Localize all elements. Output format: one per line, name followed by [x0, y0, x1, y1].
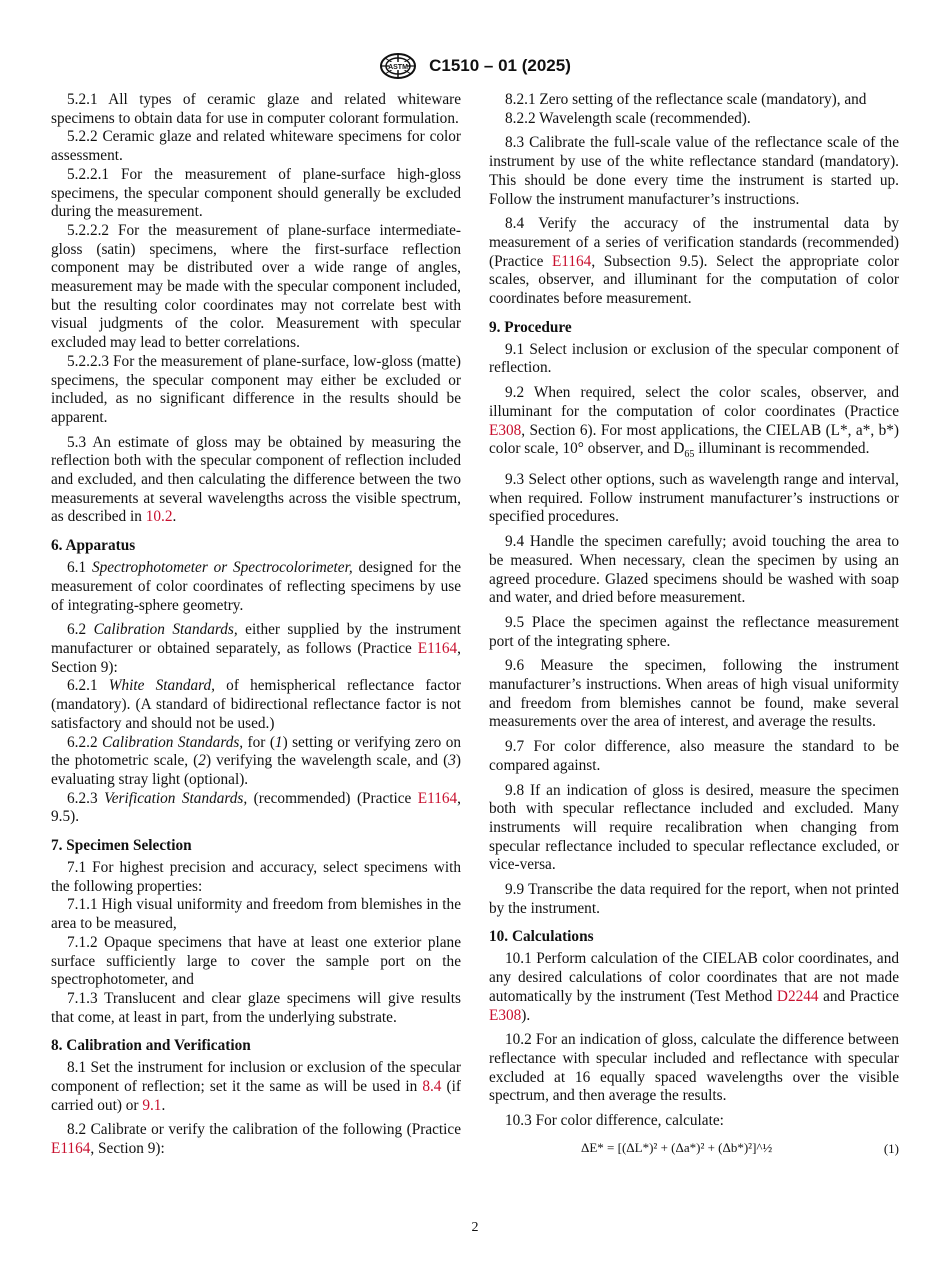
para-7-1-1: 7.1.1 High visual uniformity and freedom from blemishes in the area to be measured,: [51, 896, 461, 933]
link-e1164[interactable]: E1164: [551, 252, 592, 270]
para-5-3: 5.3 An estimate of gloss may be obtained by measuring the reflection both with the specular component of reflection included and excluded, and then calculating the difference between the two measurements at several wavelengths across the visible spectrum, as described in 10.2.: [51, 433, 461, 526]
heading-calibration: 8. Calibration and Verification: [51, 1037, 251, 1055]
para-5-2-2-3: 5.2.2.3 For the measurement of plane-surface, low-gloss (matte) specimens, the specular component may either be excluded or included, as no significant difference in the results should be apparent.: [51, 352, 461, 426]
link-e308[interactable]: E308: [489, 421, 522, 439]
para-7-1-2: 7.1.2 Opaque specimens that have at least one exterior plane surface sufficiently large to cover the sample port on the spectrophotometer, and: [51, 933, 461, 989]
heading-specimen-selection: 7. Specimen Selection: [51, 837, 192, 855]
heading-procedure: 9. Procedure: [489, 318, 572, 336]
link-e308[interactable]: E308: [489, 1006, 522, 1024]
para-5-2-2: 5.2.2 Ceramic glaze and related whiteware specimens for color assessment.: [51, 128, 461, 165]
para-6-1: 6.1 Spectrophotometer or Spectrocolorimeter, designed for the measurement of color coordinates of reflecting specimens by use of integrating-sphere geometry.: [51, 559, 461, 614]
right-column: [489, 91, 899, 1161]
para-6-2-1: 6.2.1 White Standard, of hemispherical reflectance factor (mandatory). (A standard of bidirectional reflectance factor is not satisfactory and should not be used.): [51, 677, 462, 732]
para-9-1: 9.1 Select inclusion or exclusion of the specular component of reflection.: [489, 340, 899, 377]
para-9-5: 9.5 Place the specimen against the reflectance measurement port of the integrating sphere.: [489, 613, 899, 650]
para-5-2-2-2: 5.2.2.2 For the measurement of plane-surface intermediate-gloss (satin) specimens, where the first-surface reflection component may be distributed over a wide range of angles, measurement may be made with the specular component included, but the resulting color coordinates may not correlate best with visual judgments of the color. Measurement with specular excluded may lead to better correlations.: [51, 221, 461, 352]
para-5-2-2-1: 5.2.2.1 For the measurement of plane-surface high-gloss specimens, the specular component should generally be excluded during the measurement.: [51, 165, 461, 221]
para-7-1: 7.1 For highest precision and accuracy, select specimens with the following properties:: [51, 859, 461, 895]
para-8-2: 8.2 Calibrate or verify the calibration of the following (Practice E1164, Section 9):: [51, 1121, 461, 1158]
para-6-2-2: 6.2.2 Calibration Standards, for (1) setting or verifying zero on the photometric scale, (2) verifying the wavelength scale, and (3) evaluating stray light (optional).: [51, 733, 461, 788]
para-5-2-1: 5.2.1 All types of ceramic glaze and related whiteware specimens to obtain data for use in computer colorant formulation.: [51, 91, 461, 127]
link-d2244[interactable]: D2244: [776, 987, 819, 1005]
para-8-1: 8.1 Set the instrument for inclusion or exclusion of the specular component of reflection; set it the same as will be used in 8.4 (if carried out) or 9.1.: [51, 1059, 461, 1114]
para-10-3: 10.3 For color difference, calculate:: [505, 1112, 724, 1130]
para-9-6: 9.6 Measure the specimen, following the instrument manufacturer’s instructions. When areas of high visual uniformity and freedom from blemishes cannot be found, make several measurements over the area of interest, and average the results.: [489, 657, 899, 731]
para-9-7: 9.7 For color difference, also measure the standard to be compared against.: [489, 738, 899, 774]
para-7-1-3: 7.1.3 Translucent and clear glaze specimens will give results that come, at least in part, from the underlying substrate.: [51, 989, 461, 1026]
link-e1164[interactable]: E1164: [417, 639, 458, 657]
para-10-2: 10.2 For an indication of gloss, calculate the difference between reflectance with specular included and reflectance with specular excluded at 16 equally spaced wavelengths over the visible spectrum, and then average the results.: [489, 1031, 899, 1105]
para-9-8: 9.8 If an indication of gloss is desired, measure the specimen both with specular reflectance included and excluded. Many instruments will require recalibration when changing from specular reflectance included to specular reflectance excluded, or vice-versa.: [489, 781, 899, 874]
para-8-3: 8.3 Calibrate the full-scale value of the reflectance scale of the instrument by use of the white reflectance standard (mandatory). This should be done every time the instrument is started up. Follow the instrument manufacturer’s instructions.: [489, 134, 899, 208]
para-9-4: 9.4 Handle the specimen carefully; avoid touching the area to be measured. When necessary, clean the specimen by using an agreed procedure. Glazed specimens should be washed with soap and water, and dried before measurement.: [489, 533, 899, 607]
page-header: [0, 52, 950, 80]
para-10-1: 10.1 Perform calculation of the CIELAB color coordinates, and any desired calculations of color coordinates that are not made automatically by the instrument (Test Method D2244 and Practice E308).: [489, 950, 900, 1024]
para-6-2: 6.2 Calibration Standards, either supplied by the instrument manufacturer or obtained separately, as follows (Practice E1164, Section 9):: [51, 621, 461, 676]
color-difference-equation: ΔE* = [(ΔL*)² + (Δa*)² + (Δb*)²]^½: [581, 1139, 773, 1155]
para-8-2-2: 8.2.2 Wavelength scale (recommended).: [505, 109, 751, 127]
link-10-2[interactable]: 10.2: [145, 508, 173, 526]
para-9-9: 9.9 Transcribe the data required for the report, when not printed by the instrument.: [489, 881, 899, 917]
equation-number: (1): [883, 1140, 899, 1156]
para-9-2: 9.2 When required, select the color scales, observer, and illuminant for the computation of color coordinates (Practice E308, Section 6). For most applications, the CIELAB (L*, a*, b*) color scale, 10° observer, and $D_{65}$ illuminant is recommended.: [489, 384, 899, 461]
link-e1164[interactable]: E1164: [417, 789, 458, 807]
heading-calculations: 10. Calculations: [489, 928, 594, 946]
para-8-2-1: 8.2.1 Zero setting of the reflectance scale (mandatory), and: [505, 91, 867, 108]
equation-row: [489, 1139, 899, 1161]
left-column: [51, 91, 461, 1159]
link-9-1[interactable]: 9.1: [142, 1096, 162, 1114]
link-8-4[interactable]: 8.4: [422, 1078, 442, 1096]
para-8-4: 8.4 Verify the accuracy of the instrumental data by measurement of a series of verification standards (recommended) (Practice E1164, Subsection 9.5). Select the appropriate color scales, observer, and illuminant for the computation of color coordinates before measurement.: [489, 215, 899, 308]
astm-logo-icon: [379, 52, 417, 80]
document-designation: C1510 – 01 (2025): [429, 56, 571, 75]
heading-apparatus: 6. Apparatus: [51, 537, 136, 555]
link-e1164[interactable]: E1164: [51, 1140, 91, 1158]
para-6-2-3: 6.2.3 Verification Standards, (recommended) (Practice E1164, 9.5).: [51, 789, 461, 826]
astm-logo-text: ASTM: [388, 64, 409, 71]
page-number: 2: [471, 1220, 479, 1235]
para-9-3: 9.3 Select other options, such as wavelength range and interval, when required. Follow instrument manufacturer’s instructions or specified procedures.: [489, 471, 899, 526]
